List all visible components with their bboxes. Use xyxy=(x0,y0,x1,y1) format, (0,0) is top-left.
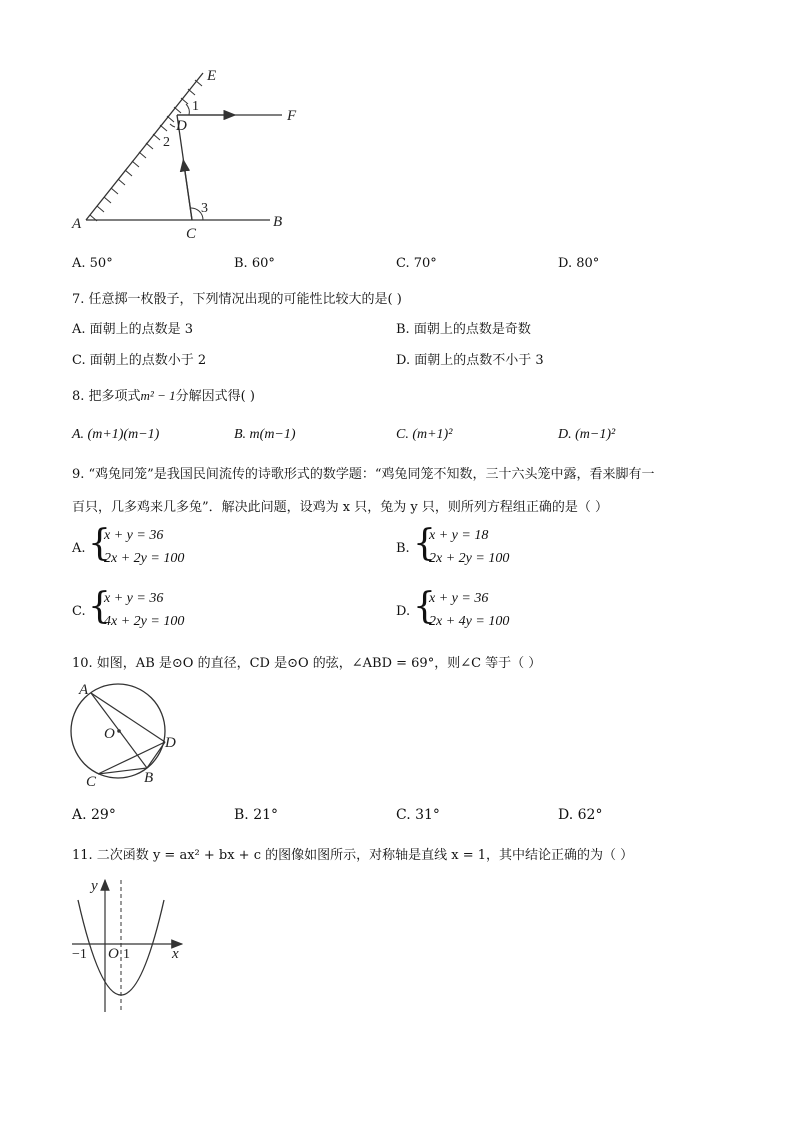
label-e: E xyxy=(207,68,217,84)
q8-option-a[interactable]: A. (m+1)(m−1) xyxy=(72,427,160,442)
q9-option-d-eq2: 2x + 4y = 100 xyxy=(429,614,510,629)
label-angle-1: 1 xyxy=(192,99,199,114)
q10-option-d[interactable]: D. 62° xyxy=(558,807,603,823)
q8-stem-pre: 8. 把多项式 xyxy=(72,389,141,404)
q10-stem: 10. 如图，AB 是⊙O 的直径，CD 是⊙O 的弦，∠ABD = 69°，则∠C 等于（ ） xyxy=(72,656,542,671)
label-one: 1 xyxy=(123,947,130,962)
q6-option-c[interactable]: C. 70° xyxy=(396,256,437,271)
q9-stem-line2: 百只，几多鸡来几多兔”．解决此问题，设鸡为 x 只，兔为 y 只，则所列方程组正确的是（ ） xyxy=(72,500,608,515)
q7-stem: 7. 任意掷一枚骰子，下列情况出现的可能性比较大的是( ) xyxy=(72,292,402,307)
q9-option-c-letter: C. xyxy=(72,604,86,619)
brace-icon: { xyxy=(413,523,436,564)
label-neg-one: −1 xyxy=(72,947,87,962)
q6-option-b[interactable]: B. 60° xyxy=(234,256,275,271)
label-c: C xyxy=(186,226,197,242)
q11-stem: 11. 二次函数 y = ax² + bx + c 的图像如图所示，对称轴是直线 x = 1，其中结论正确的为（ ） xyxy=(72,848,634,863)
q9-option-a-eq2: 2x + 2y = 100 xyxy=(104,551,185,566)
label-angle-2: 2 xyxy=(163,135,170,150)
q9-option-b-eq1: x + y = 18 xyxy=(429,528,489,543)
q7-option-b[interactable]: B. 面朝上的点数是奇数 xyxy=(396,322,531,337)
label-angle-3: 3 xyxy=(201,201,208,216)
label-f: F xyxy=(287,108,297,124)
label-origin: O xyxy=(108,946,119,962)
q7-option-d[interactable]: D. 面朝上的点数不小于 3 xyxy=(396,353,544,368)
q9-option-c-eq1: x + y = 36 xyxy=(104,591,164,606)
label-o: O xyxy=(104,726,115,742)
q10-option-a[interactable]: A. 29° xyxy=(72,807,116,823)
brace-icon: { xyxy=(88,586,111,627)
label-a: A xyxy=(72,216,82,232)
q8-option-b[interactable]: B. m(m−1) xyxy=(234,427,296,442)
brace-icon: { xyxy=(88,523,111,564)
label-d: D xyxy=(165,735,176,751)
q8-option-c[interactable]: C. (m+1)² xyxy=(396,427,453,442)
label-b: B xyxy=(144,770,154,786)
q9-option-d-eq1: x + y = 36 xyxy=(429,591,489,606)
q7-option-a[interactable]: A. 面朝上的点数是 3 xyxy=(72,322,194,337)
q9-option-b-letter: B. xyxy=(396,541,410,556)
q8-stem-post: 分解因式得( ) xyxy=(175,389,255,404)
brace-icon: { xyxy=(413,586,436,627)
label-d: D xyxy=(176,118,187,134)
label-a: A xyxy=(79,682,89,698)
q10-option-c[interactable]: C. 31° xyxy=(396,807,440,823)
label-x: x xyxy=(172,946,179,962)
label-y: y xyxy=(91,878,98,894)
q9-option-a-eq1: x + y = 36 xyxy=(104,528,164,543)
q10-option-b[interactable]: B. 21° xyxy=(234,807,279,823)
q9-option-c-eq2: 4x + 2y = 100 xyxy=(104,614,185,629)
q6-option-a[interactable]: A. 50° xyxy=(72,256,113,271)
q9-stem-line1: 9. “鸡兔同笼”是我国民间流传的诗歌形式的数学题：“鸡兔同笼不知数，三十六头笼中露，看来脚有一 xyxy=(72,467,655,482)
q9-option-d-letter: D. xyxy=(396,604,411,619)
label-c: C xyxy=(86,774,97,790)
q9-option-b-eq2: 2x + 2y = 100 xyxy=(429,551,510,566)
label-b: B xyxy=(273,214,283,230)
q7-option-c[interactable]: C. 面朝上的点数小于 2 xyxy=(72,353,207,368)
q6-option-d[interactable]: D. 80° xyxy=(558,256,600,271)
q8-expression: m² − 1 xyxy=(140,388,176,403)
q9-option-a-letter: A. xyxy=(72,541,86,556)
q8-option-d[interactable]: D. (m−1)² xyxy=(558,427,616,442)
